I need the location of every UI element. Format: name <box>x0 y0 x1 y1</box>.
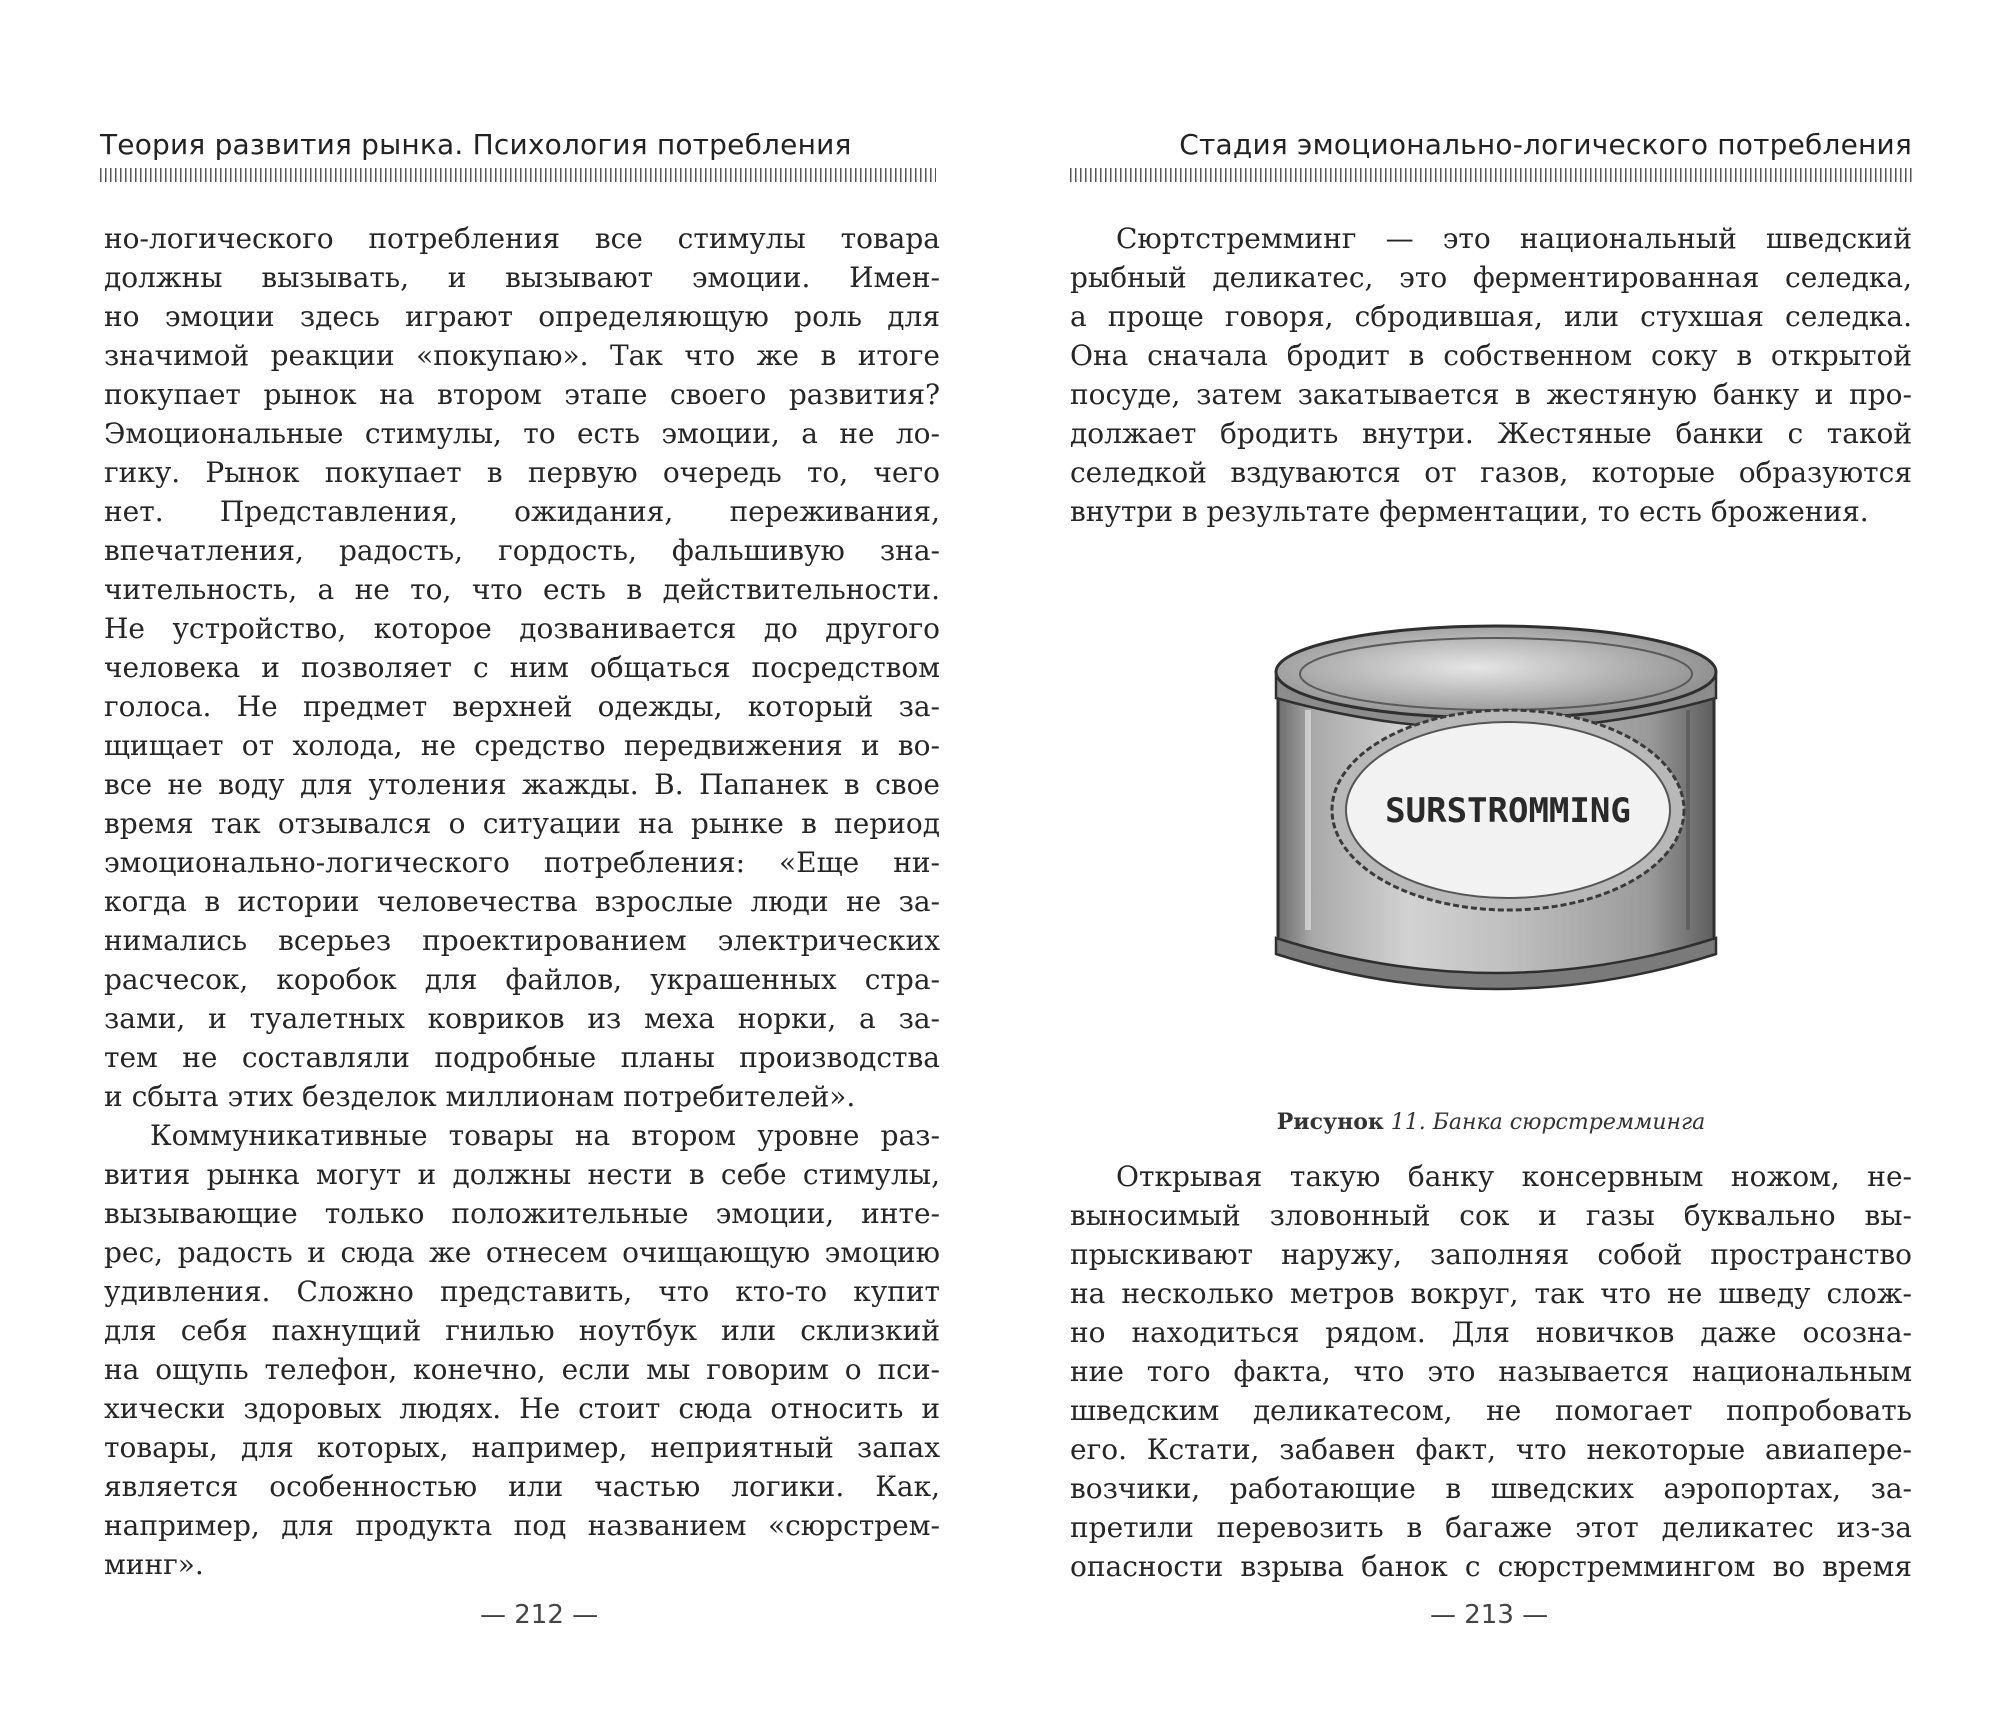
text-line: удивления. Сложно представить, что кто-то купит <box>104 1275 940 1308</box>
text-line: значимой реакции «покупаю». Так что же в итоге <box>104 339 940 372</box>
text-line: тем не составляли подробные планы производства <box>104 1041 940 1074</box>
text-line: минг». <box>104 1548 204 1581</box>
text-line: рес, радость и сюда же отнесем очищающую эмоцию <box>104 1236 940 1269</box>
header-rule-right <box>1070 168 1912 182</box>
text-line: покупает рынок на втором этапе своего развития? <box>104 378 940 411</box>
text-line: Открывая такую банку консервным ножом, не- <box>1116 1160 1912 1193</box>
caption-label: Рисунок <box>1276 1109 1384 1135</box>
text-line: когда в истории человечества взрослые люди не за- <box>104 885 940 918</box>
text-line: человека и позволяет с ним общаться посредством <box>104 651 940 684</box>
running-head-right: Стадия эмоционально-логического потребления <box>1179 128 1912 161</box>
text-line: товары, для которых, например, неприятный запах <box>104 1431 940 1464</box>
text-line: но-логического потребления все стимулы товара <box>104 222 940 255</box>
text-line: является особенностью или частью логики. Как, <box>104 1470 940 1503</box>
text-line: шведским деликатесом, не помогает попробовать <box>1070 1394 1912 1427</box>
text-line: нимались всерьез проектированием электрических <box>104 924 940 957</box>
text-line: но находиться рядом. Для новичков даже осозна- <box>1070 1316 1912 1349</box>
left-body-text <box>104 219 940 1584</box>
right-page <box>1000 0 2000 1716</box>
text-line: эмоционально-логического потребления: «Еще ни- <box>104 846 940 879</box>
text-line: например, для продукта под названием «сюрстрем- <box>104 1509 940 1542</box>
text-line: нет. Представления, ожидания, переживания, <box>104 495 940 528</box>
text-line: на ощупь телефон, конечно, если мы говорим о пси- <box>104 1353 940 1386</box>
text-line: возчики, работающие в шведских аэропортах, за- <box>1070 1472 1912 1505</box>
text-line: время так отзывался о ситуации на рынке в период <box>104 807 940 840</box>
text-line: посуде, затем закатывается в жестяную банку и про- <box>1070 378 1912 411</box>
caption-text: Банка сюрстремминга <box>1432 1110 1706 1135</box>
text-line: Коммуникативные товары на втором уровне раз- <box>150 1119 940 1152</box>
page-number-left: — 212 — <box>480 1600 599 1630</box>
text-line: зами, и туалетных ковриков из меха норки, а за- <box>104 1002 940 1035</box>
text-line: претили перевозить в багаже этот деликатес из-за <box>1070 1511 1912 1544</box>
text-line: его. Кстати, забавен факт, что некоторые авиапере- <box>1070 1433 1912 1466</box>
text-line: расчесок, коробок для файлов, украшенных стра- <box>104 963 940 996</box>
can-label-text: SURSTROMMING <box>1385 791 1631 831</box>
text-line: внутри в результате ферментации, то есть брожения. <box>1070 495 1869 528</box>
caption-number: 11. <box>1390 1110 1426 1135</box>
text-line: вызывающие только положительные эмоции, инте- <box>104 1197 940 1230</box>
text-line: гику. Рынок покупает в первую очередь то, чего <box>104 456 940 489</box>
text-line: вития рынка могут и должны нести в себе стимулы, <box>104 1158 940 1191</box>
surstromming-can-illustration <box>1268 620 1724 1010</box>
text-line: ние того факта, что это называется национальным <box>1070 1355 1912 1388</box>
text-line: рыбный деликатес, это ферментированная селедка, <box>1070 261 1912 294</box>
text-line: щищает от холода, не средство передвижения и во- <box>104 729 940 762</box>
text-line: прыскивают наружу, заполняя собой пространство <box>1070 1238 1912 1271</box>
text-line: впечатления, радость, гордость, фальшивую зна- <box>104 534 940 567</box>
text-line: Сюртстремминг — это национальный шведский <box>1116 222 1912 255</box>
text-line: Эмоциональные стимулы, то есть эмоции, а не ло- <box>104 417 940 450</box>
text-line: чительность, а не то, что есть в действительности. <box>104 573 940 606</box>
page-number-right: — 213 — <box>1430 1600 1549 1630</box>
text-line: все не воду для утоления жажды. В. Папанек в свое <box>104 768 940 801</box>
header-rule-left <box>100 168 936 182</box>
text-line: на несколько метров вокруг, так что не шведу слож- <box>1070 1277 1912 1310</box>
text-line: но эмоции здесь играют определяющую роль для <box>104 300 940 333</box>
text-line: должны вызывать, и вызывают эмоции. Имен- <box>104 261 940 294</box>
figure-caption <box>1070 1109 1912 1135</box>
text-line: для себя пахнущий гнилью ноутбук или склизкий <box>104 1314 940 1347</box>
right-paragraph-2 <box>1070 1157 1912 1586</box>
text-line: селедкой вздуваются от газов, которые образуются <box>1070 456 1912 489</box>
text-line: выносимый зловонный сок и газы буквально вы- <box>1070 1199 1912 1232</box>
text-line: Она сначала бродит в собственном соку в открытой <box>1070 339 1912 372</box>
text-line: и сбыта этих безделок миллионам потребителей». <box>104 1080 856 1113</box>
text-line: голоса. Не предмет верхней одежды, который за- <box>104 690 940 723</box>
right-paragraph-1 <box>1070 219 1912 531</box>
text-line: опасности взрыва банок с сюрстреммингом во время <box>1070 1550 1912 1583</box>
text-line: Не устройство, которое дозванивается до другого <box>104 612 940 645</box>
text-line: должает бродить внутри. Жестяные банки с такой <box>1070 417 1912 450</box>
running-head-left: Теория развития рынка. Психология потребления <box>100 128 852 161</box>
text-line: хически здоровых людях. Не стоит сюда относить и <box>104 1392 940 1425</box>
text-line: а проще говоря, сбродившая, или стухшая селедка. <box>1070 300 1912 333</box>
